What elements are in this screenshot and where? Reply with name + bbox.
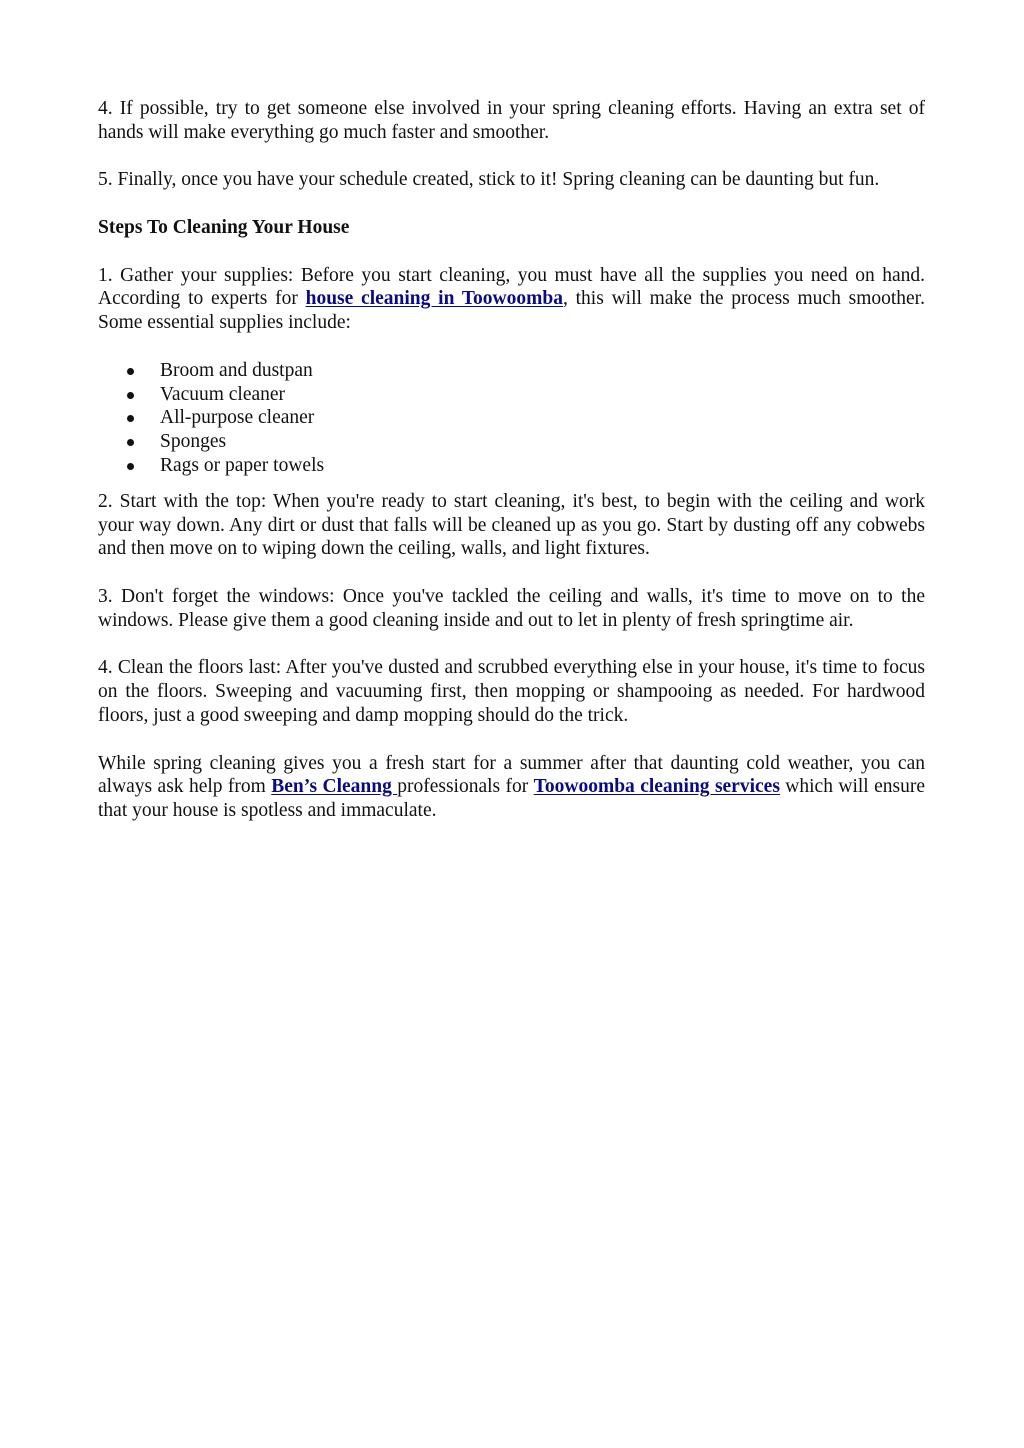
list-item	[98, 359, 925, 383]
paragraph-closing	[98, 752, 925, 823]
bullet-icon	[127, 368, 134, 375]
bullet-icon	[127, 463, 134, 470]
supplies-list	[98, 359, 925, 478]
section-heading: Steps To Cleaning Your House	[98, 216, 350, 238]
list-item	[98, 383, 925, 407]
closing-text-part-3: which will ensure that your house is spotless and immaculate.	[98, 776, 925, 822]
paragraph-step-5-schedule: 5. Finally, once you have your schedule created, stick to it! Spring cleaning can be daunting but fun.	[98, 169, 880, 191]
document-page	[98, 97, 925, 847]
bullet-icon	[127, 439, 134, 446]
list-item-label: All-purpose cleaner	[160, 407, 315, 429]
toowoomba-cleaning-services-link[interactable]: Toowoomba cleaning services	[533, 776, 780, 798]
closing-text-part-1: While spring cleaning gives you a fresh start for a summer after that daunting cold weather, you can always ask help from	[98, 752, 925, 798]
bens-cleaning-link[interactable]: Ben’s Cleanng	[271, 776, 398, 798]
step1-text-after-link: , this will make the process much smoother. Some essential supplies include:	[98, 288, 925, 334]
paragraph-step-4-floors: 4. Clean the floors last: After you've dusted and scrubbed everything else in your house, it's time to focus on the floors. Sweeping and vacuuming first, then mopping or shampooing as needed. For hardwood floors, just a good sweeping and damp mopping should do the trick.	[98, 657, 925, 726]
list-item-label: Rags or paper towels	[160, 454, 325, 476]
house-cleaning-toowoomba-link[interactable]: house cleaning in Toowoomba	[305, 288, 563, 310]
list-item-label: Sponges	[160, 431, 227, 453]
paragraph-step-1-supplies	[98, 264, 925, 335]
closing-text-part-2: professionals for	[397, 776, 534, 798]
paragraph-step-2-top: 2. Start with the top: When you're ready to start cleaning, it's best, to begin with the ceiling and work your way down. Any dirt or dust that falls will be cleaned up as you go. Start by dusting off any cobwebs and then move on to wiping down the ceiling, walls, and light fixtures.	[98, 490, 925, 560]
bullet-icon	[127, 392, 134, 399]
list-item-label: Broom and dustpan	[160, 359, 313, 381]
step1-text-before-link: 1. Gather your supplies: Before you start cleaning, you must have all the supplies you need on hand. According to experts for	[98, 264, 925, 310]
list-item	[98, 406, 925, 430]
bullet-icon	[127, 415, 134, 422]
list-item-label: Vacuum cleaner	[160, 383, 286, 405]
list-item	[98, 430, 925, 454]
paragraph-step-3-windows: 3. Don't forget the windows: Once you've tackled the ceiling and walls, it's time to move on to the windows. Please give them a good cleaning inside and out to let in plenty of fresh springtime air.	[98, 585, 925, 631]
list-item	[98, 454, 925, 478]
paragraph-step-4-helpers: 4. If possible, try to get someone else involved in your spring cleaning efforts. Having an extra set of hands will make everything go much faster and smoother.	[98, 98, 925, 143]
